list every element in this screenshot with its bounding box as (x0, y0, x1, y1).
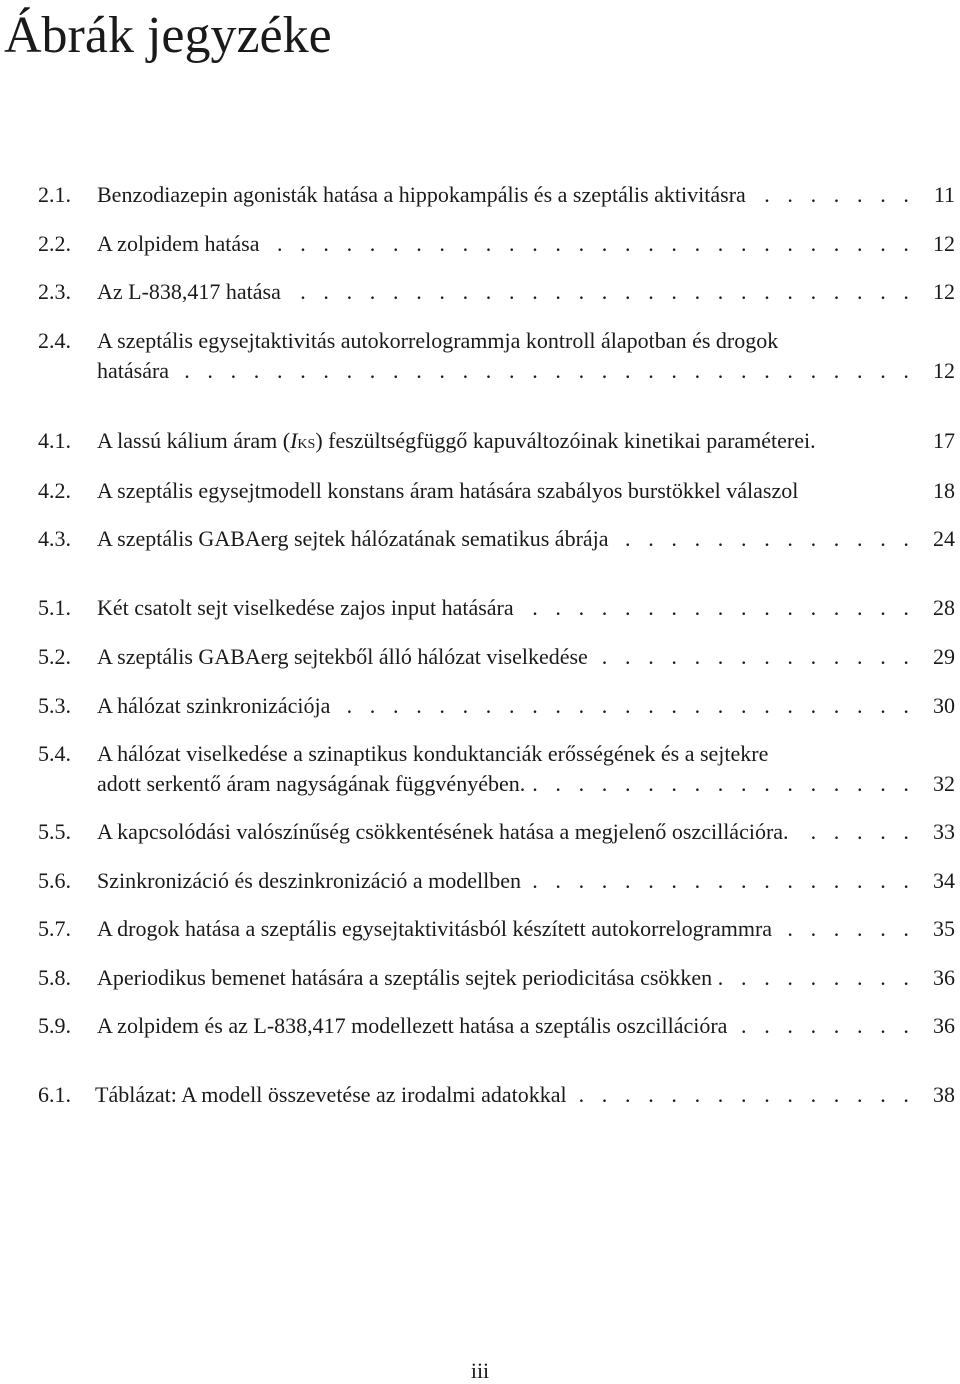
entry-page: 29 (933, 644, 955, 669)
dot-leader (613, 524, 915, 554)
entry-number: 4.3. (38, 526, 71, 551)
dot-leader (776, 914, 915, 944)
toc-entry-5-1[interactable] (38, 593, 955, 623)
dot-leader (529, 769, 915, 799)
entry-title: Az L-838,417 hatása (97, 279, 281, 304)
entry-title: Aperiodikus bemenet hatására a szeptális sejtek periodicitása csökken (97, 965, 713, 990)
dot-leader (285, 277, 915, 307)
entry-number: 5.6. (38, 868, 71, 893)
toc-entry-5-5[interactable] (38, 817, 955, 847)
entry-page: 28 (933, 595, 955, 620)
entry-page: 17 (933, 428, 955, 453)
toc-entry-2-2[interactable] (38, 229, 955, 259)
toc-entry-6-1[interactable] (38, 1080, 955, 1110)
toc-entry-2-1[interactable] (38, 180, 955, 210)
dot-leader (592, 642, 915, 672)
toc-entry-5-9[interactable] (38, 1011, 955, 1041)
entry-title: Szinkronizáció és deszinkronizáció a modellben (97, 868, 521, 893)
dot-leader (793, 817, 915, 847)
dot-leader (750, 180, 915, 210)
entry-number: 2.3. (38, 279, 71, 304)
entry-title: A szeptális GABAerg sejtekből álló hálózat viselkedése (97, 644, 588, 669)
current-symbol: I (290, 428, 298, 453)
entry-page: 38 (933, 1082, 955, 1107)
toc-entry-5-8[interactable] (38, 963, 955, 993)
entry-title: Két csatolt sejt viselkedése zajos input hatására (97, 595, 514, 620)
toc-entry-2-4[interactable] (38, 326, 955, 386)
entry-number: 2.4. (38, 328, 71, 353)
entry-page: 24 (933, 526, 955, 551)
entry-page: 11 (933, 182, 955, 207)
dot-leader (334, 691, 915, 721)
toc-entry-2-3[interactable] (38, 277, 955, 307)
entry-number: 5.7. (38, 916, 71, 941)
dot-leader (525, 866, 915, 896)
entry-page: 18 (933, 478, 955, 503)
entry-page: 36 (933, 965, 955, 990)
dot-leader (518, 593, 915, 623)
entry-title-line1: A hálózat viselkedése a szinaptikus konduktanciák erősségének és a sejtekre (97, 741, 769, 766)
entry-title: A szeptális GABAerg sejtek hálózatának sematikus ábrája (97, 526, 609, 551)
entry-number: 6.1. (38, 1082, 71, 1107)
entry-number: 5.2. (38, 644, 71, 669)
entry-title: A szeptális egysejtmodell konstans áram hatására szabályos burstökkel válaszol (97, 478, 799, 503)
toc-entry-4-3[interactable] (38, 524, 955, 554)
dot-leader (264, 229, 915, 259)
dot-leader (173, 356, 915, 386)
entry-number: 2.2. (38, 231, 71, 256)
entry-title-line2: adott serkentő áram nagyságának függvényében. (97, 771, 526, 796)
entry-number: 5.9. (38, 1013, 71, 1038)
toc-entry-5-3[interactable] (38, 691, 955, 721)
entry-title: A hálózat szinkronizációja (97, 693, 331, 718)
entry-title-line2: hatására (97, 358, 170, 383)
toc-entry-5-6[interactable] (38, 866, 955, 896)
entry-title: Benzodiazepin agonisták hatása a hippokampális és a szeptális aktivitásra (97, 182, 746, 207)
entry-page: 35 (933, 916, 955, 941)
entry-page: 12 (933, 279, 955, 304)
current-subscript: KS (297, 437, 316, 452)
toc-entry-5-7[interactable] (38, 914, 955, 944)
entry-page: 30 (933, 693, 955, 718)
footer-page-number: iii (470, 1358, 490, 1383)
entry-title: Táblázat: A modell összevetése az irodalmi adatokkal (95, 1082, 567, 1107)
entry-number: 2.1. (38, 182, 71, 207)
toc-entry-5-4[interactable] (38, 739, 955, 799)
entry-title: A lassú kálium áram (IKS) feszültségfüggő kapuváltozóinak kinetikai paraméterei. (97, 428, 816, 453)
dot-leader (571, 1080, 915, 1110)
entry-number: 5.5. (38, 819, 71, 844)
entry-number: 5.3. (38, 693, 71, 718)
toc-entry-5-2[interactable] (38, 642, 955, 672)
dot-leader (731, 1011, 915, 1041)
entry-title: A drogok hatása a szeptális egysejtaktivitásból készített autokorrelogrammra (97, 916, 773, 941)
entry-title-line1: A szeptális egysejtaktivitás autokorrelogrammja kontroll álapotban és drogok (97, 328, 779, 353)
toc-entry-4-1[interactable] (38, 426, 955, 456)
toc-entry-4-2[interactable] (38, 476, 955, 506)
entry-number: 4.2. (38, 478, 71, 503)
page-title: Ábrák jegyzéke (4, 7, 332, 64)
entry-page: 34 (933, 868, 955, 893)
entry-number: 5.8. (38, 965, 71, 990)
entry-page: 12 (933, 231, 955, 256)
entry-title: A zolpidem hatása (97, 231, 260, 256)
entry-page: 32 (933, 771, 955, 796)
entry-number: 5.1. (38, 595, 71, 620)
entry-page: 12 (933, 358, 955, 383)
entry-number: 5.4. (38, 741, 71, 766)
entry-page: 36 (933, 1013, 955, 1038)
dot-leader (716, 963, 915, 993)
entry-number: 4.1. (38, 428, 71, 453)
entry-title: A zolpidem és az L-838,417 modellezett hatása a szeptális oszcillációra (97, 1013, 728, 1038)
entry-title: A kapcsolódási valószínűség csökkentésének hatása a megjelenő oszcillációra. (97, 819, 789, 844)
entry-page: 33 (933, 819, 955, 844)
